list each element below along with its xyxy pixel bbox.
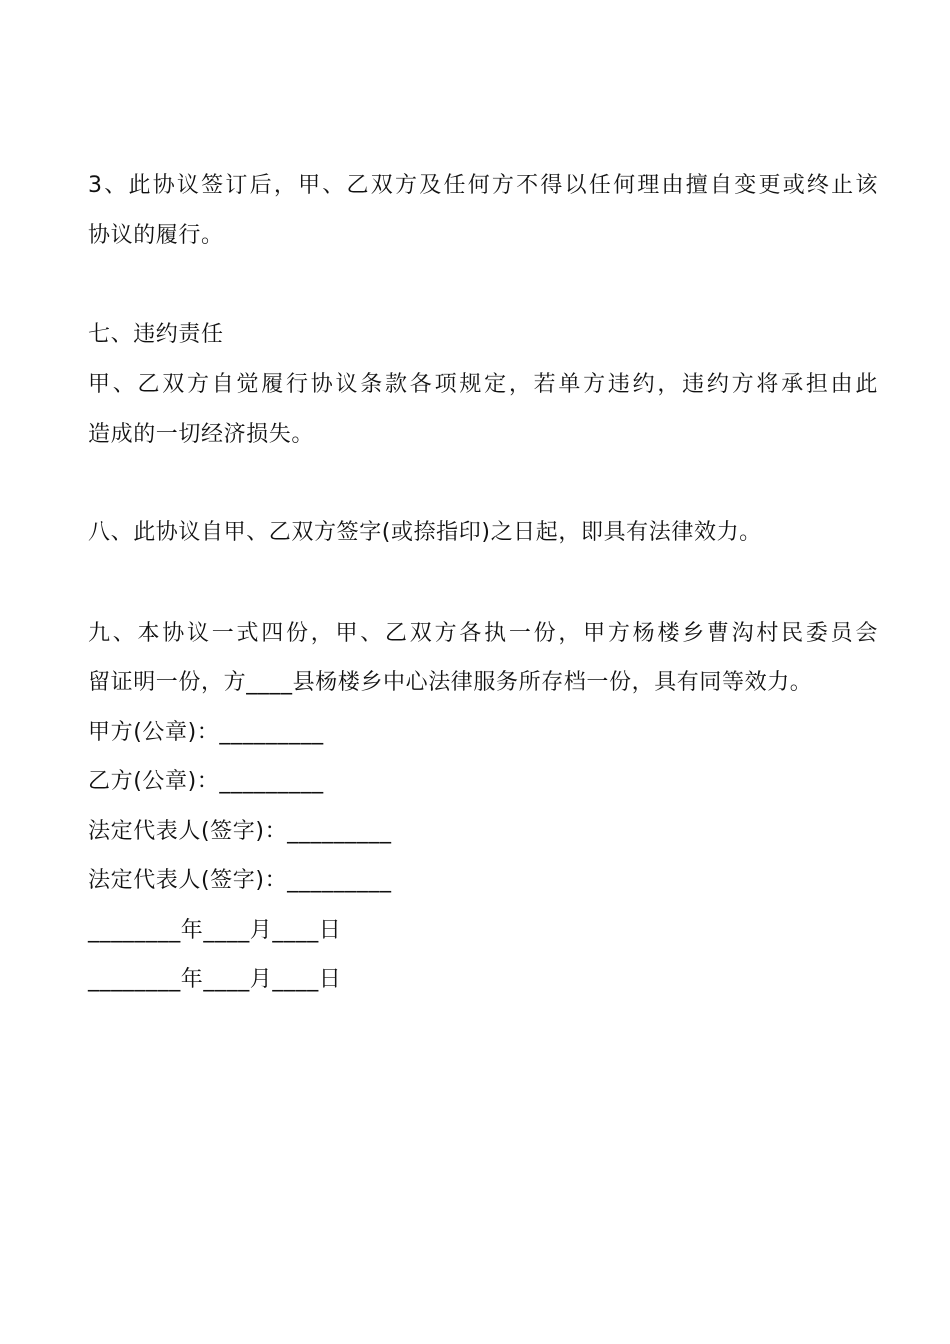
party-b-seal-line: 乙方(公章)：_________ (88, 769, 324, 794)
section-9-line-2: 留证明一份，方____县杨楼乡中心法律服务所存档一份，具有同等效力。 (88, 670, 813, 695)
legal-rep-signature-line-1: 法定代表人(签字)：_________ (88, 819, 392, 844)
date-line-2: ________年____月____日 (88, 967, 342, 992)
section-7-heading: 七、违约责任 (88, 322, 224, 347)
clause-3-line-1: 3、此协议签订后，甲、乙双方及任何方不得以任何理由擅自变更或终止该 (88, 173, 878, 198)
date-line-1: ________年____月____日 (88, 918, 342, 943)
section-7-line-1: 甲、乙双方自觉履行协议条款各项规定，若单方违约，违约方将承担由此 (88, 372, 878, 397)
section-8-line-1: 八、此协议自甲、乙双方签字(或捺指印)之日起，即具有法律效力。 (88, 520, 762, 545)
party-a-seal-line: 甲方(公章)：_________ (88, 720, 324, 745)
section-9-line-1: 九、本协议一式四份，甲、乙双方各执一份，甲方杨楼乡曹沟村民委员会 (88, 621, 878, 646)
clause-3-line-2: 协议的履行。 (88, 223, 224, 248)
legal-rep-signature-line-2: 法定代表人(签字)：_________ (88, 868, 392, 893)
section-7-line-2: 造成的一切经济损失。 (88, 422, 315, 447)
